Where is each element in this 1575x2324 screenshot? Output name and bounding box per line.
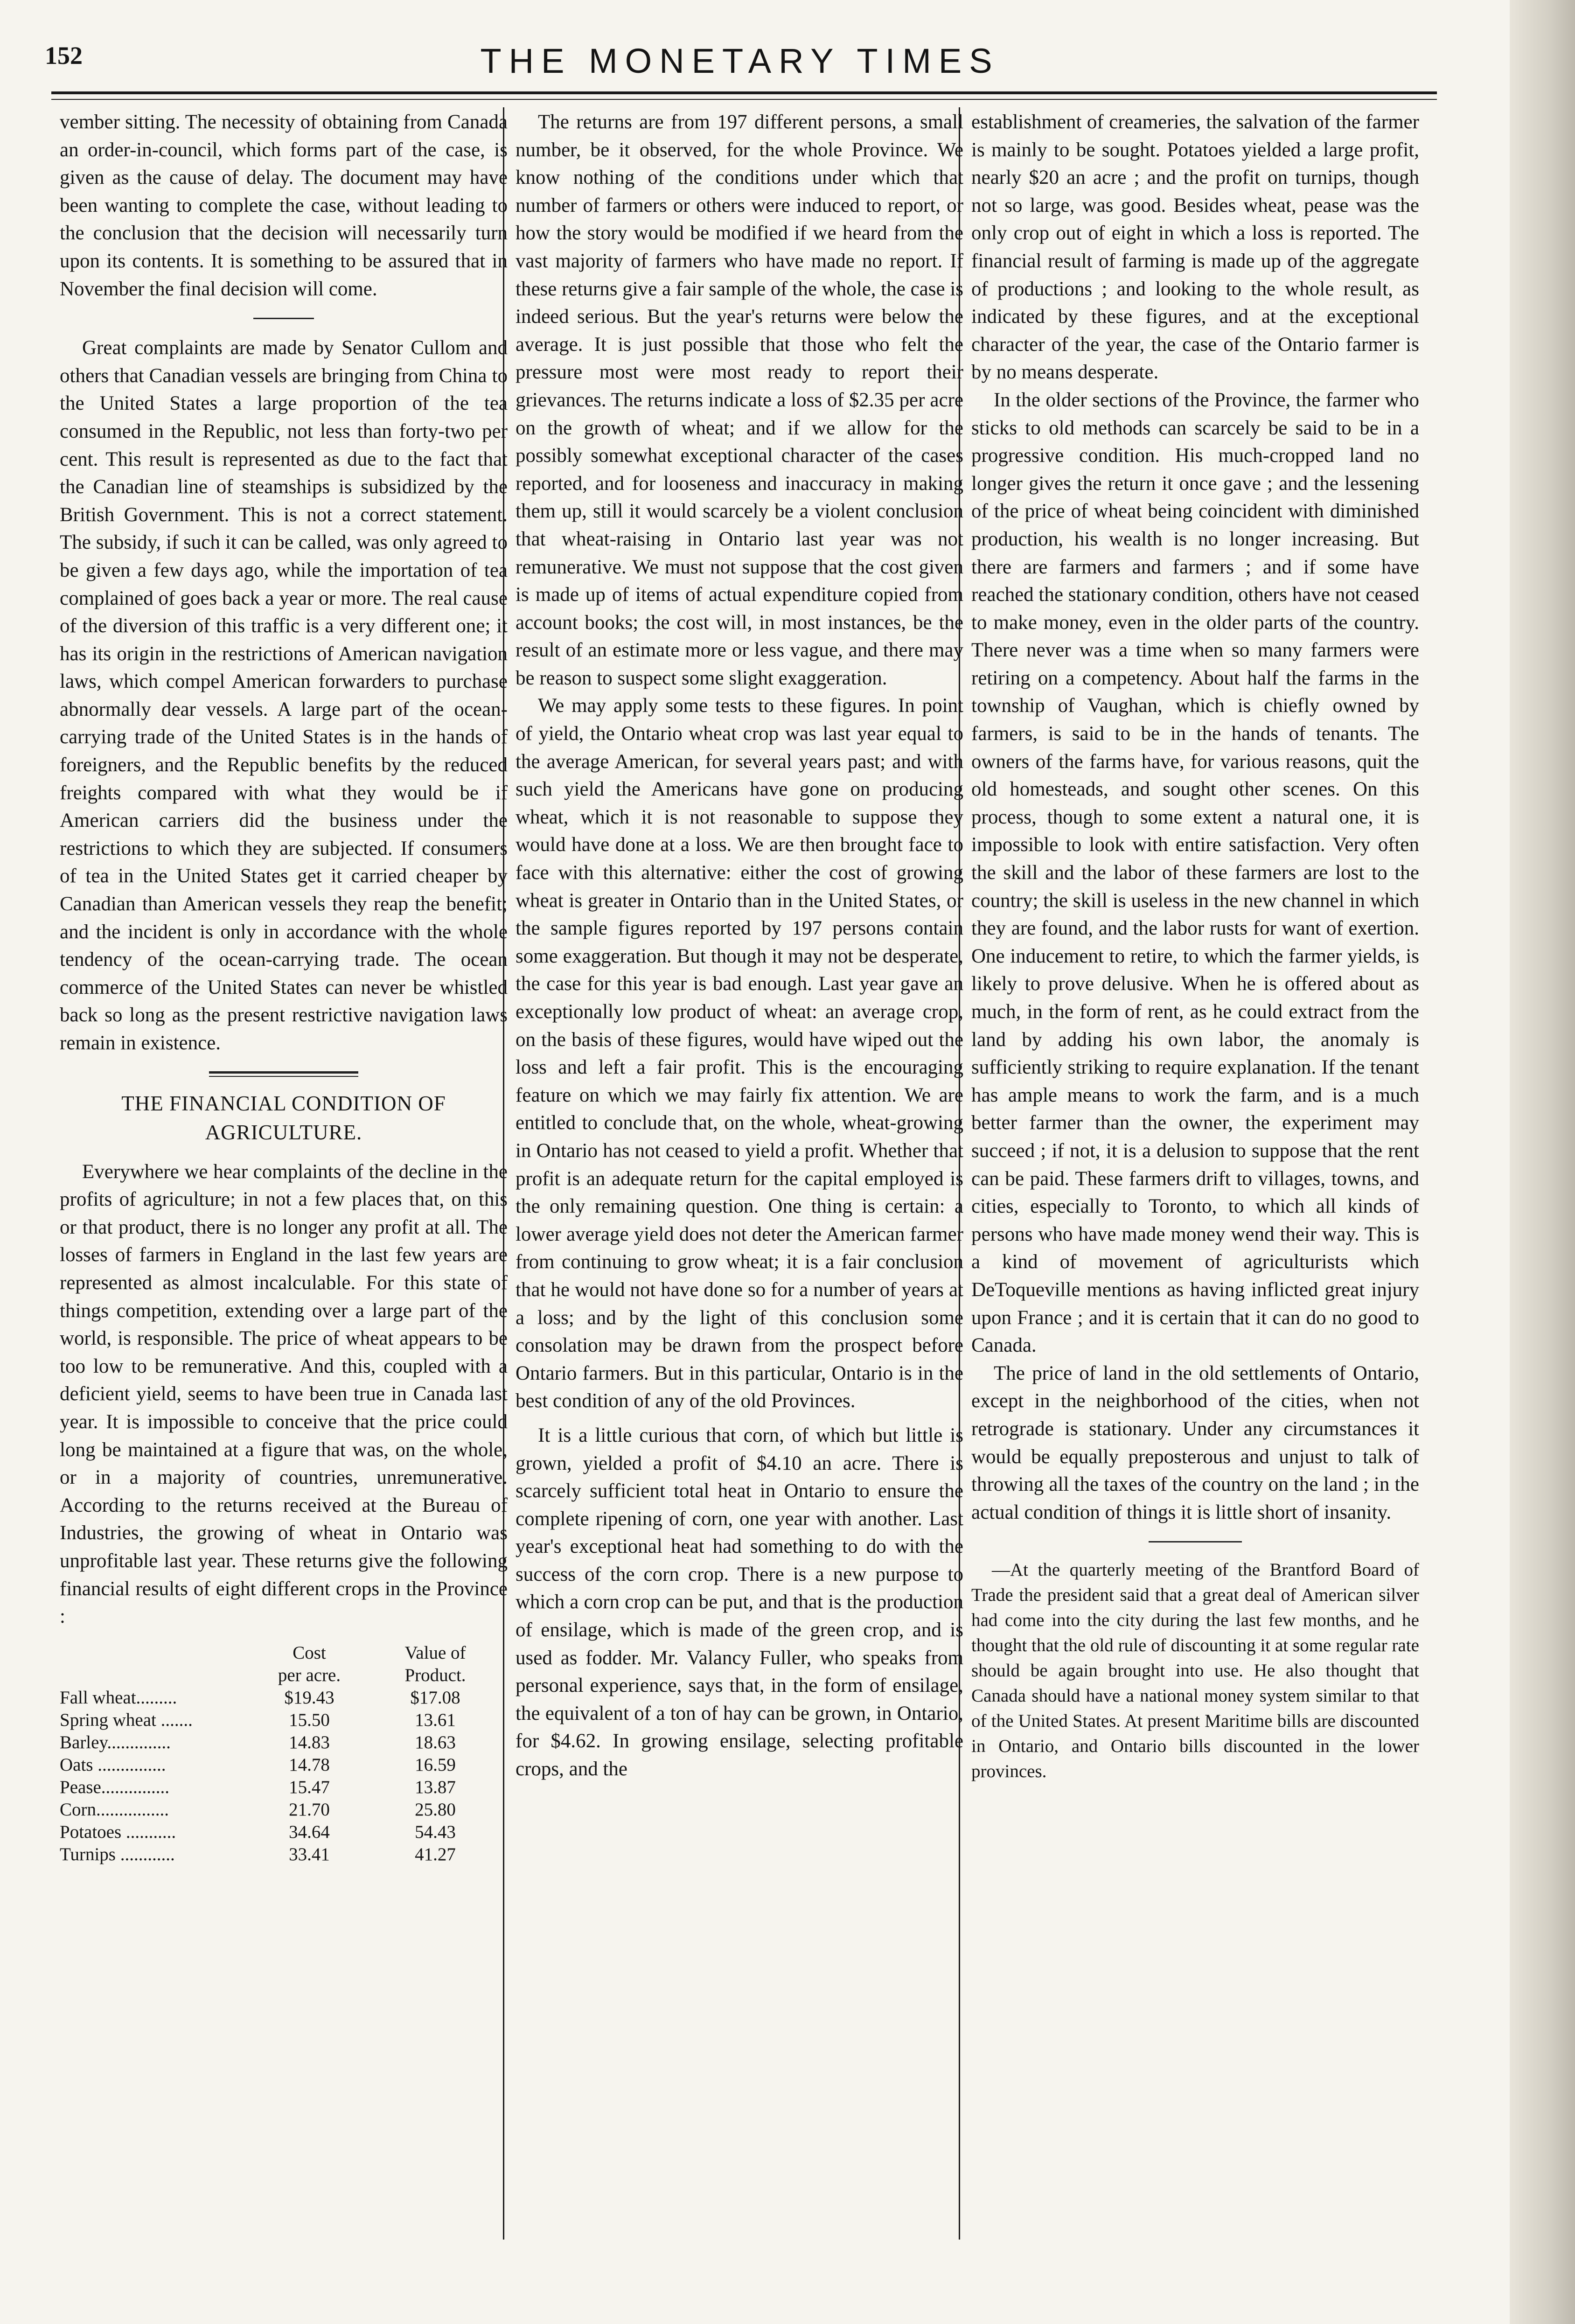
- crop-cost: $19.43: [284, 1687, 335, 1708]
- masthead-title: THE MONETARY TIMES: [480, 42, 1000, 80]
- crop-cost: 21.70: [289, 1799, 330, 1820]
- table-header-row: [60, 1664, 489, 1687]
- table-row: [60, 1843, 489, 1866]
- paragraph: Great complaints are made by Senator Cullom and others that Canadian vessels are bringing from China to the United States a large proportion of the tea consumed in the Republic, not less than forty-two per cent. This result is represented as due to the fact that the Canadian line of steamships is subsidized by the British Government. This is not a correct statement. The subsidy, if such it can be called, was only agreed to be given a few days ago, while the importation of tea complained of goes back a year or more. The real cause of the diversion of this traffic is a very different one; it has its origin in the restrictions of American navigation laws, which compel American forwarders to purchase abnormally dear vessels. A large part of the ocean-carrying trade of the United States is in the hands of foreigners, and the Republic benefits by the reduced freights compared with what they would be if American carriers did the business under the restrictions to which they are subjected. If consumers of tea in the United States get it carried cheaper by Canadian than American vessels they reap the benefit; and the incident is only in accordance with the whole tendency of the ocean-carrying trade. The ocean commerce of the United States can never be whistled back so long as the present restrictive navigation laws remain in existence.: [60, 337, 508, 1054]
- crop-name: Pease...............: [60, 1777, 170, 1797]
- column-2: [516, 108, 963, 1783]
- table-row: [60, 1731, 489, 1754]
- crop-cost: 33.41: [289, 1844, 330, 1864]
- table-row: [60, 1821, 489, 1843]
- crop-value: 25.80: [415, 1799, 456, 1820]
- heading-line: AGRICULTURE.: [205, 1120, 362, 1144]
- crop-cost: 34.64: [289, 1822, 330, 1842]
- crop-name: Corn................: [60, 1799, 169, 1820]
- crop-cost: 15.47: [289, 1777, 330, 1797]
- header-value-sub: Product.: [404, 1665, 466, 1685]
- crop-name: Potatoes ...........: [60, 1822, 176, 1842]
- paragraph: It is a little curious that corn, of which but little is grown, yielded a profit of $4.10 an acre. There is scarcely sufficient total heat in Ontario to ensure the complete ripening of corn, one year with another. Last year's exceptional heat had something to do with the success of the corn crop. There is a new purpose to which a corn crop can be put, and that is the production of ensilage, which is made of the green crop, and is used as fodder. Mr. Valancy Fuller, who speaks from personal experience, says that, in the form of ensilage, the equivalent of a ton of hay can be grown, in Ontario, for $4.62. In growing ensilage, selecting profitable crops, and the: [516, 1424, 963, 1780]
- crop-name: Spring wheat .......: [60, 1710, 193, 1730]
- crop-value: 13.87: [415, 1777, 456, 1797]
- article-heading: [60, 1089, 508, 1147]
- crop-name: Oats ...............: [60, 1754, 166, 1775]
- paragraph: Everywhere we hear complaints of the decline in the profits of agriculture; in not a few places that, on this or that product, there is no longer any profit at all. The losses of farmers in England in the last few years are represented as almost incalculable. For this state of things competition, extending over a large part of the world, is responsible. The price of wheat appears to be too low to be remunerative. And this, coupled with a deficient yield, seems to have been true in Canada last year. It is impossible to conceive that the price could long be maintained at a figure that was, on the whole, or in a majority of countries, unremunerative. According to the returns received at the Bureau of Industries, the growing of wheat in Ontario was unprofitable last year. These returns give the following financial results of eight different crops in the Province :: [60, 1160, 508, 1628]
- section-separator: [253, 318, 314, 319]
- table-header-row: [60, 1642, 489, 1664]
- table-row: [60, 1754, 489, 1776]
- paragraph: In the older sections of the Province, the farmer who sticks to old methods can scarcely be said to be in a progressive condition. His much-cropped land no longer gives the return it once gave ; and the lessening of the price of wheat being coincident with diminished production, his wealth is no longer increasing. But there are farmers and farmers ; and if some have reached the stationary condition, others have not ceased to make money, even in the older parts of the country. There never was a time when so many farmers were retiring on a competency. About half the farms in the township of Vaughan, which is chiefly owned by farmers, is said to be in the hands of tenants. The owners of the farms have, for various reasons, quit the old homesteads, and sought other scenes. On this process, though to some extent a natural one, it is impossible to look with entire satisfaction. Very often the skill and the labor of these farmers are lost to the country; the skill is useless in the new channel in which they are found, and the labor rusts for want of exertion. One inducement to retire, to which the farmer yields, is likely to prove delusive. When he is offered about as much, in the form of rent, as he could extract from the land by adding his own labor, the anomaly is sufficiently striking to require explanation. If the tenant has ample means to work the farm, and is a much better farmer than the owner, the experiment may succeed ; if not, it is a delusion to suppose that the rent can be paid. These farmers drift to villages, towns, and cities, especially to Toronto, to which all kinds of persons who have made money wend their way. This is a kind of movement of agriculturists which DeToqueville mentions as having inflicted great injury upon France ; and it is certain that it can do no good to Canada.: [971, 389, 1419, 1357]
- paragraph: vember sitting. The necessity of obtaining from Canada an order-in-council, which forms part of the case, is given as the cause of delay. The document may have been wanting to complete the case, without leading to the conclusion that the decision will necessarily turn upon its contents. It is something to be assured that in November the final decision will come.: [60, 111, 508, 300]
- column-3: [971, 108, 1419, 1784]
- heading-line: THE FINANCIAL CONDITION OF: [121, 1091, 446, 1115]
- table-row: [60, 1799, 489, 1821]
- paragraph: —At the quarterly meeting of the Brantford Board of Trade the president said that a great deal of American silver had come into the city during the last few months, and he thought that the old rule of discounting it at some regular rate should be again brought into use. He also thought that Canada should have a national money system similar to that of the United States. At present Maritime bills are discounted in Ontario, and Ontario bills discounted in the lower provinces.: [971, 1560, 1419, 1782]
- page-edge-shadow: [1510, 0, 1575, 2324]
- article-separator: [209, 1071, 358, 1077]
- section-separator: [1149, 1541, 1242, 1542]
- crop-name: Barley..............: [60, 1732, 171, 1752]
- header-value: Value of: [404, 1642, 466, 1663]
- crop-cost: 14.83: [289, 1732, 330, 1752]
- crop-value: 41.27: [415, 1844, 456, 1864]
- crop-value: 18.63: [415, 1732, 456, 1752]
- crop-name: Fall wheat.........: [60, 1687, 177, 1708]
- header-rule-thick: [51, 91, 1437, 94]
- paragraph: The returns are from 197 different persons, a small number, be it observed, for the whole Province. We know nothing of the conditions under which that number of farmers or others were induced to report, or how the story would be modified if we heard from the vast majority of farmers who have made no report. If these returns give a fair sample of the whole, the case is indeed serious. But the year's returns were below the average. It is just possible that those who felt the pressure most were most ready to report their grievances. The returns indicate a loss of $2.35 per acre on the growth of wheat; and if we allow for the possibly somewhat exceptional character of the cases reported, and for looseness and inaccuracy in making them up, still it would scarcely be a violent conclusion that wheat-raising in Ontario last year was not remunerative. We must not suppose that the cost given is made up of items of actual expenditure copied from account books; the cost will, in most instances, be the result of an estimate more or less vague, and there may be reason to suspect some slight exaggeration.: [516, 111, 963, 689]
- paragraph: establishment of creameries, the salvation of the farmer is mainly to be sought. Potatoes yielded a large profit, nearly $20 an acre ; and the profit on turnips, though not so large, was good. Besides wheat, pease was the only crop out of eight in which a loss is reported. The financial result of farming is made up of the aggregate of productions ; and looking to the whole result, as indicated by these figures, and at the exceptional character of the year, the case of the Ontario farmer is by no means desperate.: [971, 111, 1419, 384]
- crop-results-table: [60, 1642, 489, 1866]
- news-item: [971, 1557, 1419, 1784]
- paragraph: We may apply some tests to these figures. In point of yield, the Ontario wheat crop was last year equal to the average American, for several years past; and with such yield the Americans have gone on producing wheat, which it is not reasonable to suppose they would have done at a loss. We are then brought face to face with this alternative: either the cost of growing wheat is greater in Ontario than in the United States, or the sample figures reported by 197 persons contain some exaggeration. But though it may not be desperate, the case for this year is bad enough. Last year gave an exceptionally low product of wheat: an average crop, on the basis of these figures, would have wiped out the loss and left a fair profit. This is the encouraging feature on which we may fairly fix attention. We are entitled to conclude that, on the whole, wheat-growing in Ontario has not ceased to yield a profit. Whether that profit is an adequate return for the capital employed is the only remaining question. One thing is certain: a lower average yield does not deter the American farmer from continuing to grow wheat; it is a fair conclusion that he would not have done so for a number of years at a loss; and by the light of this conclusion some consolation may be drawn from the prospect before Ontario farmers. But in this particular, Ontario is in the best condition of any of the old Provinces.: [516, 695, 963, 1412]
- header-cost: Cost: [293, 1642, 326, 1663]
- crop-value: 16.59: [415, 1754, 456, 1775]
- crop-value: 54.43: [415, 1822, 456, 1842]
- page-number: 152: [45, 42, 83, 70]
- crop-name: Turnips ............: [60, 1844, 175, 1864]
- header-rule-thin: [51, 99, 1437, 100]
- column-1: [60, 108, 508, 1866]
- table-row: [60, 1709, 489, 1731]
- page-header: [45, 41, 1435, 92]
- table-row: [60, 1776, 489, 1799]
- crop-cost: 15.50: [289, 1710, 330, 1730]
- crop-cost: 14.78: [289, 1754, 330, 1775]
- crop-value: 13.61: [415, 1710, 456, 1730]
- crop-value: $17.08: [410, 1687, 460, 1708]
- header-cost-sub: per acre.: [278, 1665, 341, 1685]
- table-row: [60, 1687, 489, 1709]
- paragraph: The price of land in the old settlements of Ontario, except in the neighborhood of the cities, when not retrograde is stationary. Under any circumstances it would be equally preposterous and unjust to talk of throwing all the taxes of the country on the land ; in the actual condition of things it is little short of insanity.: [971, 1362, 1419, 1523]
